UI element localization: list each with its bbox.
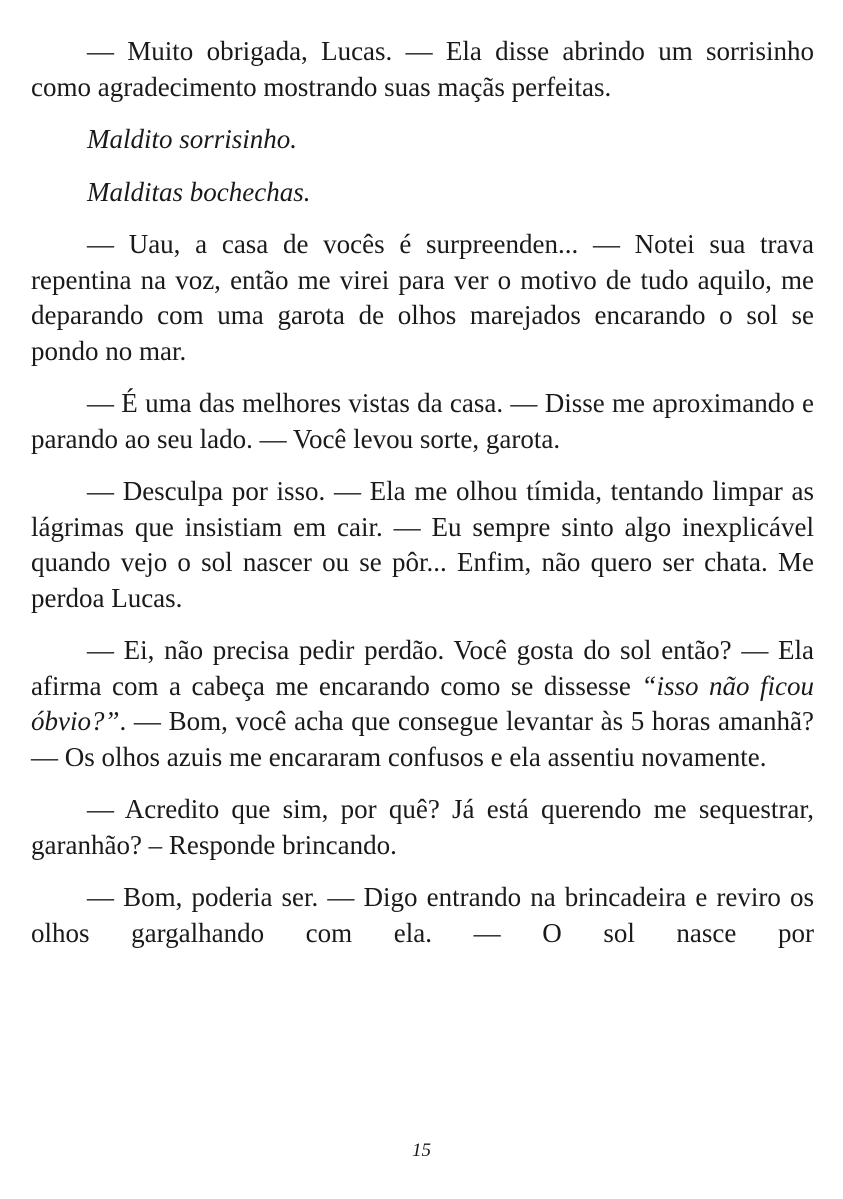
paragraph-1: — Muito obrigada, Lucas. — Ela disse abrindo um sorrisinho como agradecimento mostrando suas maçãs perfeitas. — [31, 36, 814, 102]
paragraph-3-italic: Malditas bochechas. — [87, 176, 311, 207]
paragraph-8: — Acredito que sim, por quê? Já está querendo me sequestrar, garanhão? – Responde brincando. — [31, 794, 814, 860]
paragraph-7-text-before: — Ei, não precisa pedir perdão. Você gosta do sol então? — Ela afirma com a cabeça me encarando como se dissesse — [31, 635, 814, 701]
paragraph-9: — Bom, poderia ser. — Digo entrando na brincadeira e reviro os olhos gargalhando com ela. — O sol nasce por — [31, 882, 814, 948]
paragraph-6: — Desculpa por isso. — Ela me olhou tímida, tentando limpar as lágrimas que insistiam em cair. — Eu sempre sinto algo inexplicável quando vejo o sol nascer ou se pôr... Enfim, não quero ser chata. Me perdoa Lucas. — [31, 476, 814, 613]
page-number: 15 — [412, 1140, 431, 1161]
paragraph-7 — [31, 633, 814, 775]
paragraph-7-italic-quote: “isso não ficou óbvio?” — [31, 670, 814, 736]
paragraph-5: — É uma das melhores vistas da casa. — Disse me aproximando e parando ao seu lado. — Você levou sorte, garota. — [31, 388, 814, 454]
paragraph-2-italic: Maldito sorrisinho. — [87, 124, 298, 154]
paragraph-7-text-after: . — Bom, você acha que consegue levantar às 5 horas amanhã? — Os olhos azuis me encararam confusos e ela assentiu novamente. — [31, 706, 814, 772]
book-page — [31, 34, 814, 968]
paragraph-4: — Uau, a casa de vocês é surpreenden... — Notei sua trava repentina na voz, então me virei para ver o motivo de tudo aquilo, me deparando com uma garota de olhos marejados encarando o sol se pondo no mar. — [31, 229, 814, 366]
